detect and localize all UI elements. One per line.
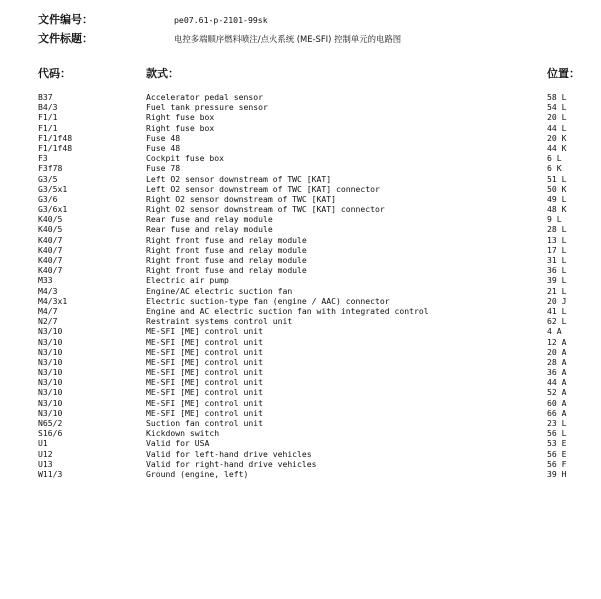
row-code: N3/10 [38,356,63,367]
table-row [0,214,601,224]
row-style: Suction fan control unit [146,418,263,428]
table-row [0,377,601,387]
column-header-code: 代码： [38,67,71,80]
table-row [0,347,601,357]
row-location: 62 L [547,316,567,327]
row-code: N3/10 [38,336,63,347]
row-code: S16/6 [38,428,63,439]
row-location: 12 A [547,336,567,347]
table-row [0,184,601,194]
table-row [0,438,601,448]
row-location: 9 L [547,214,562,225]
row-style: Right front fuse and relay module [146,234,307,245]
row-location: 20 K [547,132,567,143]
table-row [0,275,601,285]
row-style: ME-SFI [ME] control unit [146,356,263,367]
column-header-style: 款式： [146,67,179,80]
table-row [0,153,601,163]
row-code: K40/7 [38,234,63,245]
row-code: N3/10 [38,346,63,357]
table-row [0,316,601,326]
table-row [0,163,601,173]
doc-title-label: 文件标题： [38,32,93,45]
row-location: 28 L [547,224,567,235]
row-code: M33 [38,275,53,286]
row-location: 56 L [547,428,567,439]
row-location: 50 K [547,183,567,194]
table-row [0,418,601,428]
row-code: U13 [38,458,53,469]
row-code: W11/3 [38,468,63,479]
row-style: Right front fuse and relay module [146,265,307,276]
table-row [0,204,601,214]
table-row [0,286,601,296]
row-location: 36 L [547,265,567,276]
row-location: 6 K [547,163,562,174]
row-location: 44 K [547,142,567,153]
row-location: 41 L [547,305,567,316]
row-location: 53 E [547,438,567,449]
row-code: F1/1 [38,122,58,133]
row-style: Electric suction-type fan (engine / AAC) connector [146,295,390,306]
row-code: N65/2 [38,418,63,428]
table-row [0,428,601,438]
row-location: 44 A [547,377,567,388]
row-style: Engine and AC electric suction fan with integrated control [146,305,429,316]
row-location: 6 L [547,153,562,164]
row-location: 36 A [547,367,567,378]
row-style: Ground (engine, left) [146,468,249,479]
table-row [0,306,601,316]
row-style: Right O2 sensor downstream of TWC [KAT] connector [146,204,385,215]
row-style: Valid for left-hand drive vehicles [146,448,312,459]
table-row [0,337,601,347]
row-code: U1 [38,438,48,449]
column-header-location: 位置： [547,67,580,80]
row-location: 17 L [547,244,567,255]
row-style: ME-SFI [ME] control unit [146,346,263,357]
row-code: B37 [38,92,53,102]
row-code: N3/10 [38,367,63,378]
row-style: Fuel tank pressure sensor [146,102,268,113]
row-code: N3/10 [38,326,63,337]
row-location: 39 H [547,468,567,479]
table-row [0,194,601,204]
row-location: 54 L [547,102,567,113]
doc-number-label: 文件编号： [38,13,93,26]
row-code: G3/5x1 [38,183,68,194]
row-location: 21 L [547,285,567,296]
row-location: 20 J [547,295,567,306]
row-style: ME-SFI [ME] control unit [146,377,263,388]
row-location: 31 L [547,255,567,265]
row-location: 13 L [547,234,567,245]
row-location: 52 A [547,387,567,398]
table-row [0,459,601,469]
table-row [0,398,601,408]
row-location: 60 A [547,397,567,408]
row-location: 44 L [547,122,567,133]
row-style: ME-SFI [ME] control unit [146,336,263,347]
row-location: 23 L [547,418,567,428]
row-style: Kickdown switch [146,428,220,439]
row-location: 20 L [547,112,567,123]
table-row [0,143,601,153]
row-code: B4/3 [38,102,58,113]
row-style: Left O2 sensor downstream of TWC [KAT] [146,173,332,184]
row-code: K40/7 [38,255,63,265]
row-location: 39 L [547,275,567,286]
row-location: 56 F [547,458,567,469]
row-code: G3/6x1 [38,204,68,215]
table-row [0,92,601,102]
row-code: N3/10 [38,397,63,408]
row-location: 58 L [547,92,567,102]
row-location: 48 K [547,204,567,215]
row-style: ME-SFI [ME] control unit [146,407,263,418]
row-code: K40/7 [38,244,63,255]
row-style: Fuse 48 [146,132,181,143]
component-table [0,92,601,479]
row-style: ME-SFI [ME] control unit [146,397,263,408]
row-location: 49 L [547,193,567,204]
row-code: K40/7 [38,265,63,276]
row-location: 20 A [547,346,567,357]
table-row [0,408,601,418]
row-style: Rear fuse and relay module [146,214,273,225]
row-location: 66 A [547,407,567,418]
table-row [0,449,601,459]
row-style: Fuse 78 [146,163,181,174]
table-row [0,102,601,112]
table-row [0,133,601,143]
row-code: F3 [38,153,48,164]
table-row [0,235,601,245]
row-code: F1/1f48 [38,142,73,153]
row-style: Restraint systems control unit [146,316,293,327]
row-style: Rear fuse and relay module [146,224,273,235]
row-code: M4/7 [38,305,58,316]
row-code: N3/10 [38,407,63,418]
row-location: 51 L [547,173,567,184]
row-style: Valid for USA [146,438,210,449]
row-style: Engine/AC electric suction fan [146,285,293,296]
row-style: Cockpit fuse box [146,153,224,164]
row-style: Left O2 sensor downstream of TWC [KAT] connector [146,183,380,194]
row-code: N2/7 [38,316,58,327]
table-row [0,174,601,184]
row-style: ME-SFI [ME] control unit [146,326,263,337]
row-style: Right fuse box [146,122,215,133]
table-row [0,326,601,336]
row-code: G3/6 [38,193,58,204]
row-style: ME-SFI [ME] control unit [146,367,263,378]
row-code: N3/10 [38,377,63,388]
row-style: Right fuse box [146,112,215,123]
table-row [0,387,601,397]
table-row [0,367,601,377]
row-style: Right front fuse and relay module [146,255,307,265]
row-code: N3/10 [38,387,63,398]
row-style: Fuse 48 [146,142,181,153]
row-code: G3/5 [38,173,58,184]
table-row [0,123,601,133]
row-code: F1/1f48 [38,132,73,143]
row-location: 4 A [547,326,562,337]
row-style: ME-SFI [ME] control unit [146,387,263,398]
row-code: M4/3x1 [38,295,68,306]
row-style: Valid for right-hand drive vehicles [146,458,317,469]
row-style: Accelerator pedal sensor [146,92,263,102]
row-code: F3f78 [38,163,63,174]
table-row [0,265,601,275]
row-location: 56 E [547,448,567,459]
doc-number-value: pe07.61-p-2101-99sk [174,15,268,25]
table-row [0,357,601,367]
table-row [0,469,601,479]
table-row [0,245,601,255]
table-row [0,224,601,234]
doc-title-value: 电控多端顺序燃料喷注/点火系统 (ME-SFI) 控制单元的电路图 [174,34,402,44]
row-style: Electric air pump [146,275,229,286]
row-code: F1/1 [38,112,58,123]
row-code: K40/5 [38,214,63,225]
row-style: Right front fuse and relay module [146,244,307,255]
row-location: 28 A [547,356,567,367]
row-code: M4/3 [38,285,58,296]
table-row [0,296,601,306]
table-row [0,255,601,265]
row-code: U12 [38,448,53,459]
row-code: K40/5 [38,224,63,235]
table-row [0,112,601,122]
row-style: Right O2 sensor downstream of TWC [KAT] [146,193,337,204]
